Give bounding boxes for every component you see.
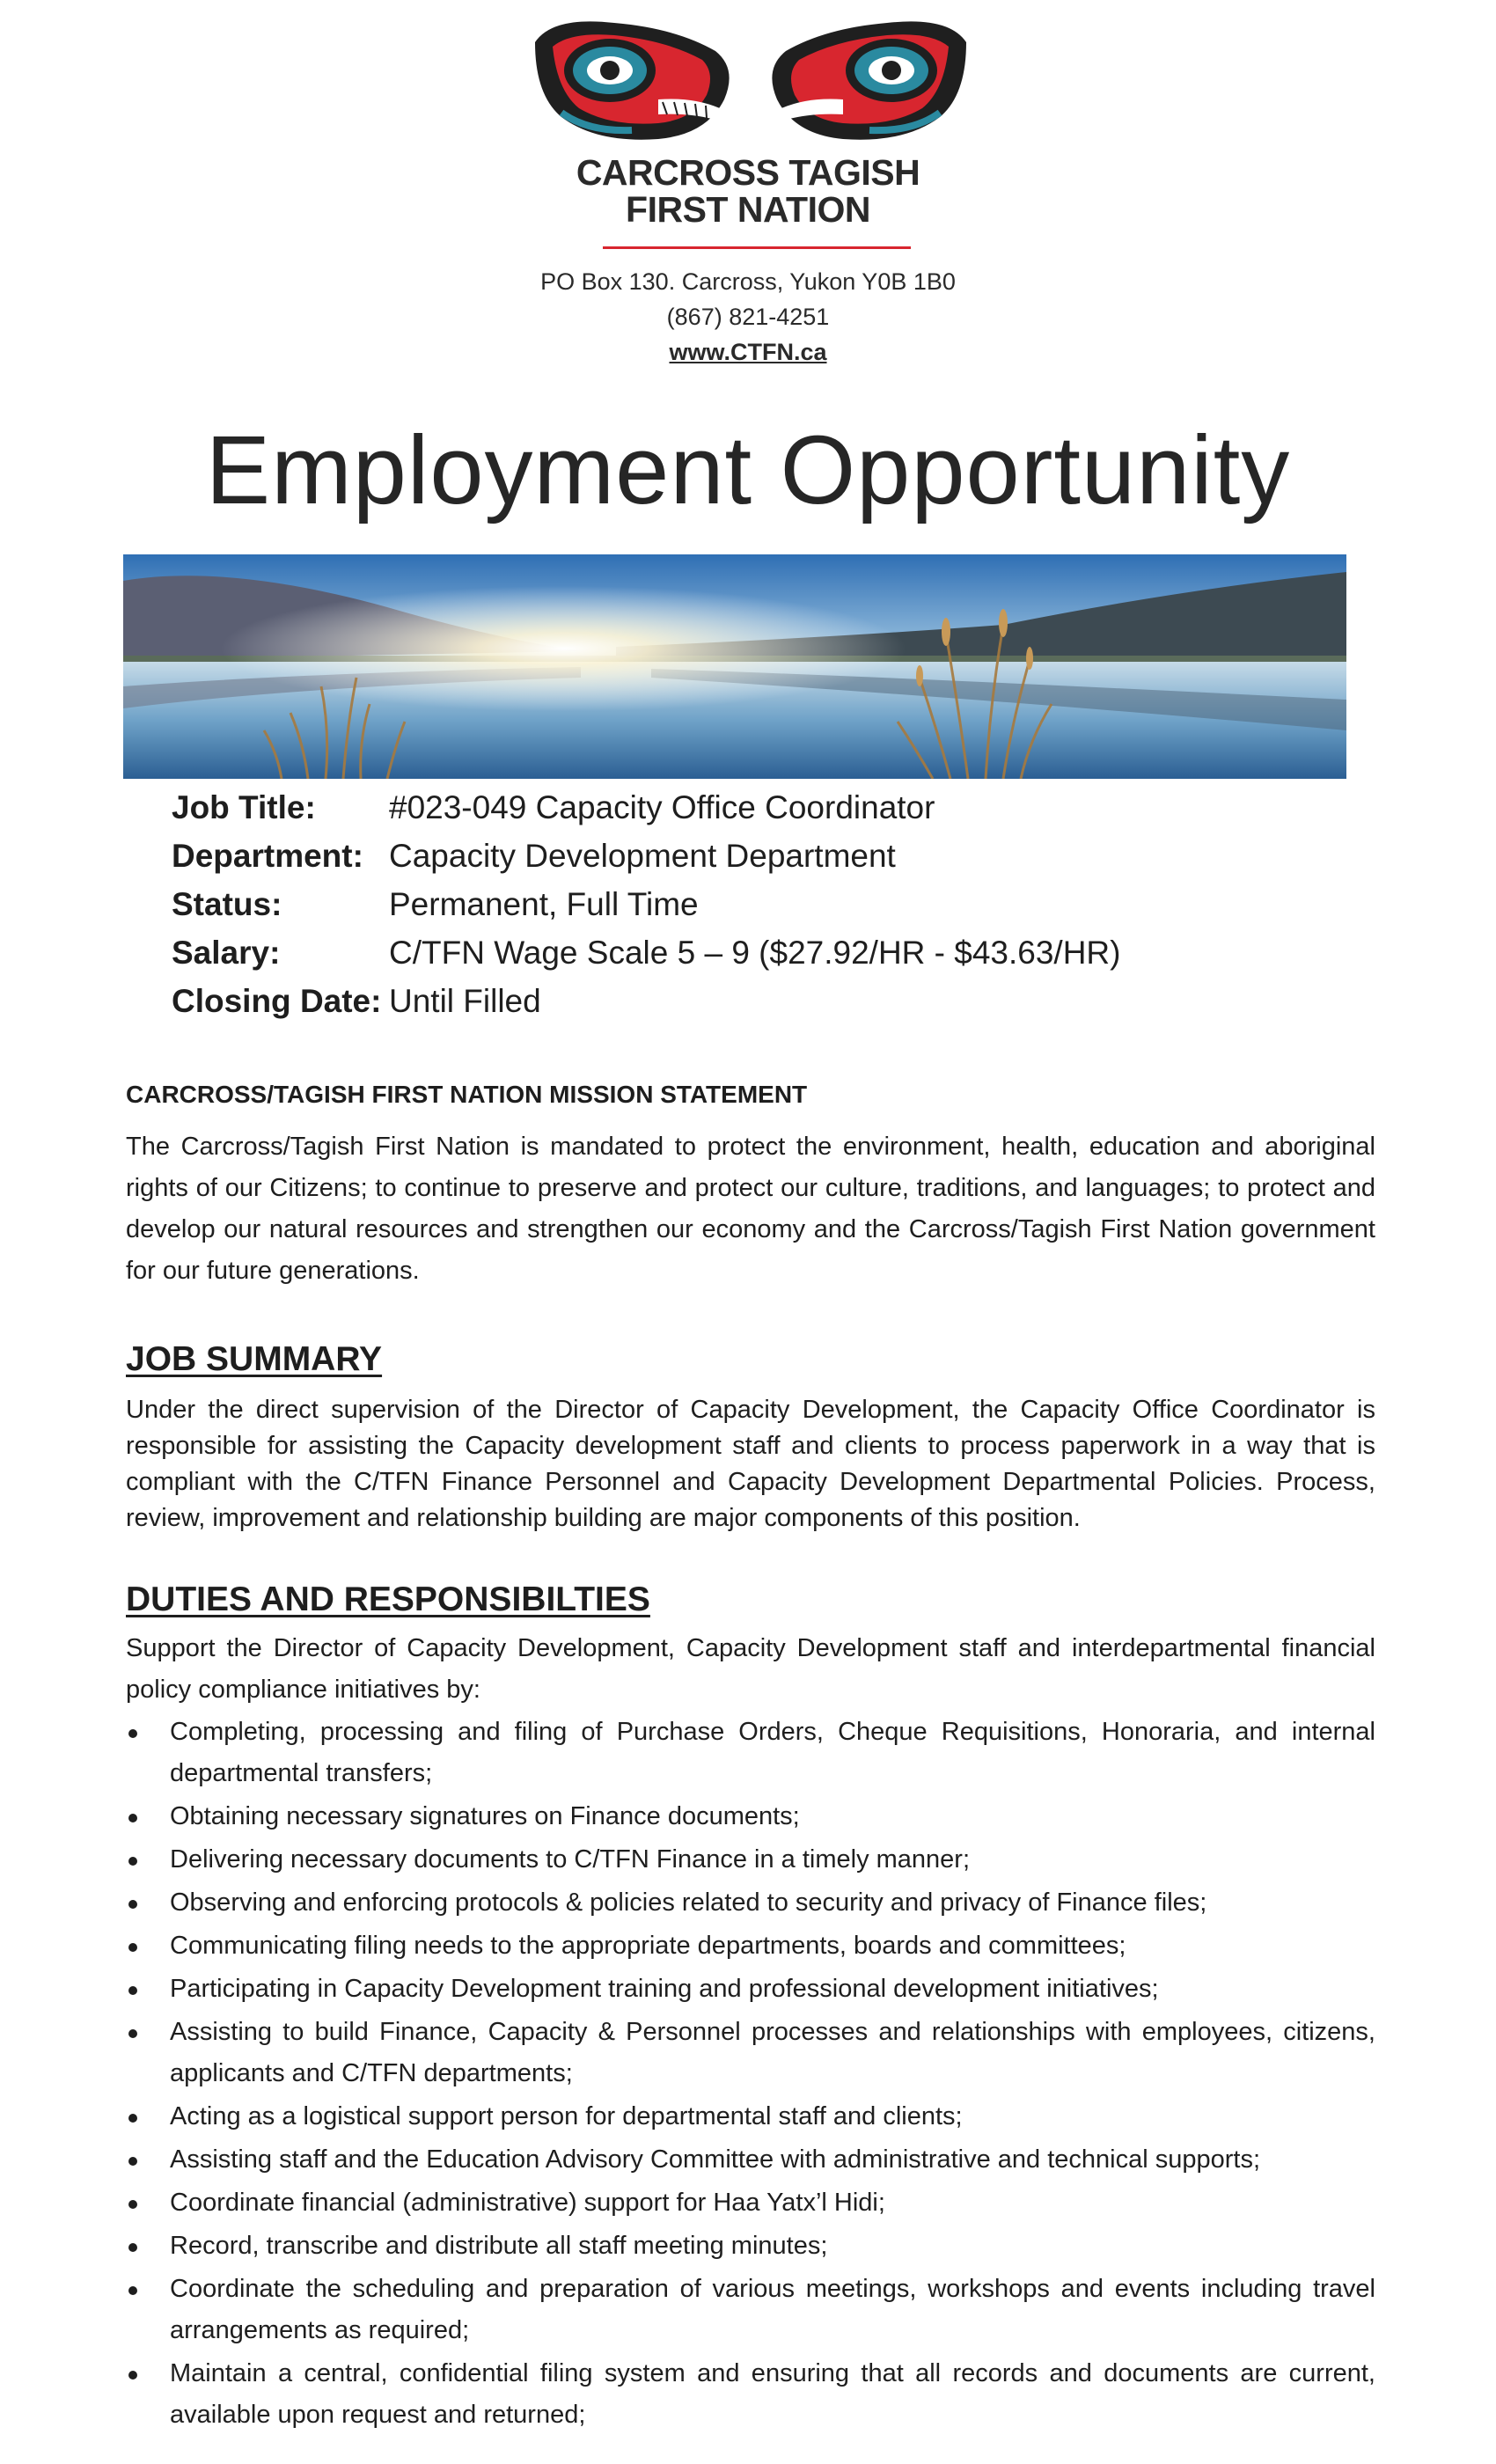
organization-name-line1: CARCROSS TAGISH bbox=[576, 152, 920, 193]
list-item: Acting as a logistical support person for departmental staff and clients; bbox=[126, 2096, 1375, 2138]
list-item: Record, transcribe and distribute all staff meeting minutes; bbox=[126, 2226, 1375, 2267]
job-title-row bbox=[172, 783, 1316, 832]
list-item: Coordinate financial (administrative) support for Haa Yatx’l Hidi; bbox=[126, 2182, 1375, 2224]
salary-label: Salary: bbox=[172, 935, 281, 971]
list-item: Observing and enforcing protocols & policies related to security and privacy of Finance files; bbox=[126, 1882, 1375, 1924]
address-text: PO Box 130. Carcross, Yukon Y0B 1B0 bbox=[540, 268, 956, 295]
salary-row bbox=[172, 928, 1316, 977]
organization-name-line2: FIRST NATION bbox=[626, 189, 870, 230]
status-value: Permanent, Full Time bbox=[389, 886, 699, 922]
job-info-table bbox=[172, 783, 1316, 1025]
list-item: Assisting staff and the Education Advisory Committee with administrative and technical supports; bbox=[126, 2139, 1375, 2181]
list-item: Coordinate the scheduling and preparation of various meetings, workshops and events including travel arrangements as required; bbox=[126, 2269, 1375, 2351]
closing-date-value: Until Filled bbox=[389, 983, 541, 1019]
department-row bbox=[172, 832, 1316, 880]
job-summary-text: Under the direct supervision of the Director of Capacity Development, the Capacity Office Coordinator is responsible for assisting the Capacity development staff and clients to process paperwork in a way that is compliant with the C/TFN Finance Personnel and Capacity Development Departmental Policies. Process, review, improvement and relationship building are major components of this position. bbox=[126, 1396, 1375, 1532]
contact-block bbox=[484, 264, 1012, 370]
status-label: Status: bbox=[172, 886, 282, 922]
closing-date-row bbox=[172, 977, 1316, 1025]
list-item: Obtaining necessary signatures on Finance documents; bbox=[126, 1796, 1375, 1837]
duties-intro: Support the Director of Capacity Development, Capacity Development staff and interdepartmental financial policy compliance initiatives by: bbox=[126, 1634, 1375, 1704]
lake-sunrise-landscape-image bbox=[123, 554, 1346, 779]
header-divider bbox=[603, 246, 911, 249]
duties-list bbox=[126, 1712, 1375, 2438]
formline-bird-heads-logo-icon bbox=[526, 16, 975, 148]
list-item: Delivering necessary documents to C/TFN Finance in a timely manner; bbox=[126, 1839, 1375, 1881]
job-title-value: #023-049 Capacity Office Coordinator bbox=[389, 789, 935, 825]
list-item: Completing, processing and filing of Purchase Orders, Cheque Requisitions, Honoraria, and internal departmental transfers; bbox=[126, 1712, 1375, 1794]
phone-text: (867) 821-4251 bbox=[666, 304, 830, 330]
status-row bbox=[172, 880, 1316, 928]
list-item: Communicating filing needs to the appropriate departments, boards and committees; bbox=[126, 1925, 1375, 1967]
mission-text: The Carcross/Tagish First Nation is mandated to protect the environment, health, education and aboriginal rights of our Citizens; to continue to preserve and protect our culture, traditions, and languages; to protect and develop our natural resources and strengthen our economy and the Carcross/Tagish First Nation government for our future generations. bbox=[126, 1133, 1375, 1285]
list-item: Participating in Capacity Development training and professional development initiatives; bbox=[126, 1969, 1375, 2010]
department-value: Capacity Development Department bbox=[389, 838, 896, 874]
job-summary-heading: JOB SUMMARY bbox=[126, 1340, 383, 1378]
duties-heading: DUTIES AND RESPONSIBILTIES bbox=[126, 1580, 650, 1618]
website-link[interactable]: www.CTFN.ca bbox=[669, 339, 827, 365]
organization-name bbox=[484, 154, 1012, 228]
job-title-label: Job Title: bbox=[172, 789, 316, 825]
mission-heading: CARCROSS/TAGISH FIRST NATION MISSION STATEMENT bbox=[126, 1081, 808, 1108]
closing-date-label: Closing Date: bbox=[172, 983, 382, 1019]
page-title: Employment Opportunity bbox=[205, 416, 1291, 524]
list-item: Assisting to build Finance, Capacity & Personnel processes and relationships with employees, citizens, applicants and C/TFN departments; bbox=[126, 2012, 1375, 2094]
list-item: Maintain a central, confidential filing system and ensuring that all records and documents are current, available upon request and returned; bbox=[126, 2353, 1375, 2436]
department-label: Department: bbox=[172, 838, 363, 874]
salary-value: C/TFN Wage Scale 5 – 9 ($27.92/HR - $43.63/HR) bbox=[389, 935, 1121, 971]
